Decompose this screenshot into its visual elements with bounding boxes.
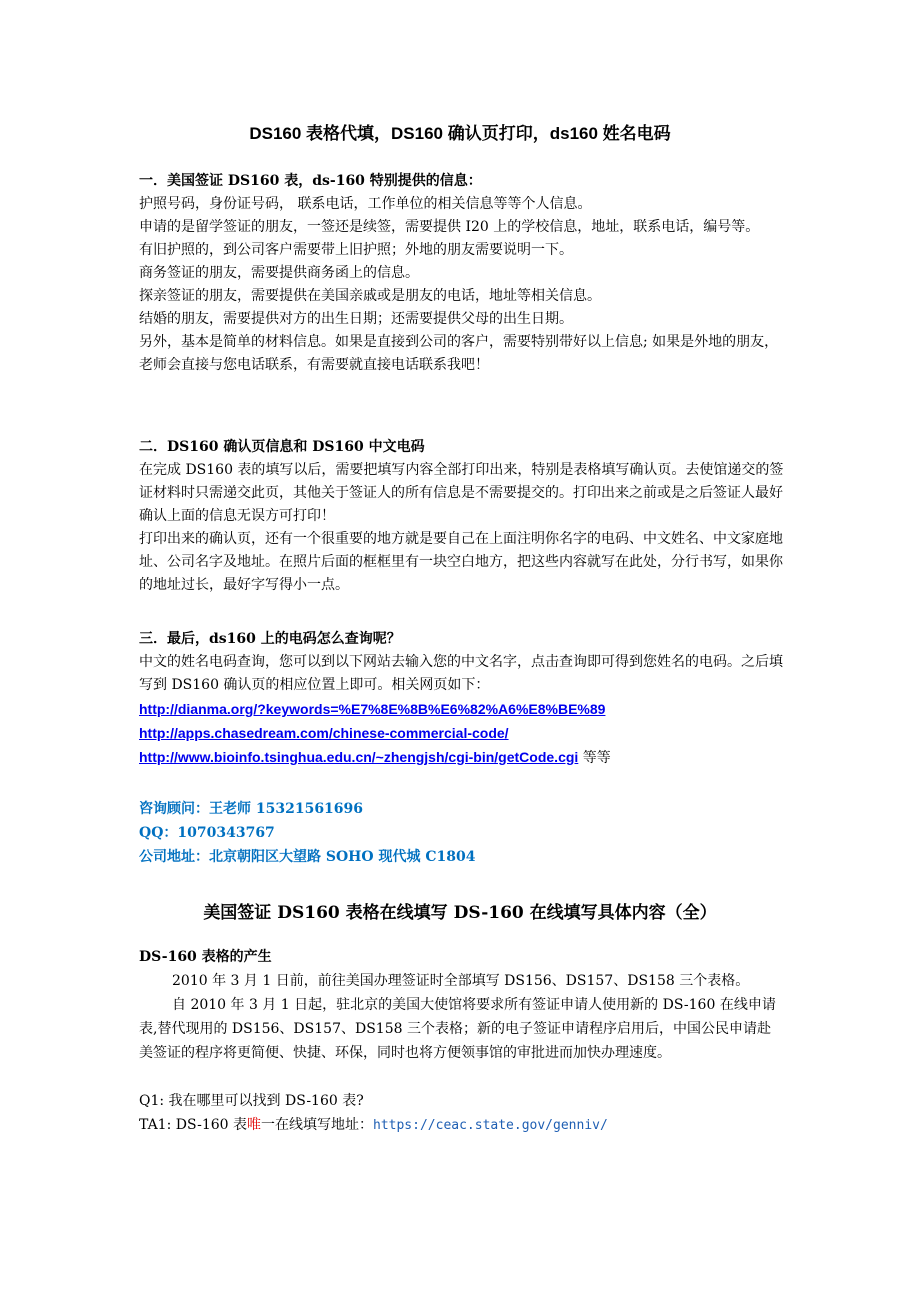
answer-1-prefix: TA1: DS-160 表 [139, 1117, 247, 1133]
section-1-heading: 一．美国签证 DS160 表，ds-160 特别提供的信息： [139, 173, 482, 189]
answer-1-highlight: 唯 [247, 1117, 261, 1133]
paragraph: 探亲签证的朋友，需要提供在美国亲戚或是朋友的电话，地址等相关信息。 [139, 288, 601, 304]
section-3 [139, 628, 784, 770]
second-title: 美国签证 DS160 表格在线填写 DS-160 在线填写具体内容（全） [203, 903, 717, 923]
paragraph: 2010 年 3 月 1 日前，前往美国办理签证时全部填写 DS156、DS157、DS158 三个表格。 [172, 973, 750, 989]
company-address: 公司地址：北京朝阳区大望路 SOHO 现代城 C1804 [139, 849, 476, 865]
paragraph: 打印出来的确认页，还有一个很重要的地方就是要自己在上面注明你名字的电码、中文姓名、中文家庭地址、公司名字及地址。在照片后面的框框里有一块空白地方，把这些内容就写在此处，分行书写，如果你的地址过长，最好字写得小一点。 [139, 531, 783, 593]
spacer [139, 1065, 784, 1089]
answer-1 [139, 1113, 784, 1138]
section-2 [139, 436, 784, 597]
contact-info [139, 797, 784, 869]
paragraph: 申请的是留学签证的朋友，一签还是续签，需要提供 I20 上的学校信息，地址，联系电话，编号等。 [139, 219, 760, 235]
paragraph: 在完成 DS160 表的填写以后，需要把填写内容全部打印出来，特别是表格填写确认页。去使馆递交的签证材料时只需递交此页，其他关于签证人的所有信息是不需要提交的。打印出来之前或是之后签证人最好确认上面的信息无误方可打印！ [139, 462, 784, 524]
dianma-link[interactable]: http://dianma.org/?keywords=%E7%8E%8B%E6%82%A6%E8%BE%89 [139, 701, 606, 717]
answer-1-mid: 一在线填写地址： [261, 1117, 373, 1133]
paragraph: 自 2010 年 3 月 1 日起，驻北京的美国大使馆将要求所有签证申请人使用新的 DS-160 在线申请表,替代现用的 DS156、DS157、DS158 三个表格；新的电子签证申请程序启用后，中国公民申请赴美签证的程序将更简便、快捷、环保，同时也将方便领事馆的审批进而加快办理速度。 [139, 997, 776, 1061]
paragraph: 商务签证的朋友，需要提供商务函上的信息。 [139, 265, 419, 281]
paragraph: 结婚的朋友，需要提供对方的出生日期；还需要提供父母的出生日期。 [139, 311, 573, 327]
paragraph: 中文的姓名电码查询，您可以到以下网站去输入您的中文名字，点击查询即可得到您姓名的电码。之后填写到 DS160 确认页的相应位置上即可。相关网页如下： [139, 654, 783, 693]
advisor-contact: 咨询顾问：王老师 15321561696 [139, 801, 364, 817]
links-suffix: 等等 [578, 750, 611, 766]
link-row [139, 745, 784, 770]
ceac-link[interactable]: https://ceac.state.gov/genniv/ [373, 1118, 608, 1133]
section-1 [139, 170, 784, 377]
section-2-heading: 二．DS160 确认页信息和 DS160 中文电码 [139, 439, 425, 455]
section-4 [139, 945, 784, 1138]
paragraph: 有旧护照的，到公司客户需要带上旧护照；外地的朋友需要说明一下。 [139, 242, 573, 258]
tsinghua-link[interactable]: http://www.bioinfo.tsinghua.edu.cn/~zhengjsh/cgi-bin/getCode.cgi [139, 749, 579, 765]
chasedream-link[interactable]: http://apps.chasedream.com/chinese-commercial-code/ [139, 725, 509, 741]
section-4-heading: DS-160 表格的产生 [139, 949, 272, 965]
question-1: Q1: 我在哪里可以找到 DS-160 表? [139, 1093, 364, 1109]
page-title: DS160 表格代填，DS160 确认页打印，ds160 姓名电码 [249, 124, 671, 143]
paragraph: 另外，基本是简单的材料信息。如果是直接到公司的客户，需要特别带好以上信息; 如果是外地的朋友，老师会直接与您电话联系，有需要就直接电话联系我吧！ [139, 334, 779, 373]
paragraph: 护照号码，身份证号码， 联系电话，工作单位的相关信息等等个人信息。 [139, 196, 592, 212]
section-3-heading: 三．最后，ds160 上的电码怎么查询呢？ [139, 631, 401, 647]
qq-contact: QQ：1070343767 [139, 825, 275, 841]
